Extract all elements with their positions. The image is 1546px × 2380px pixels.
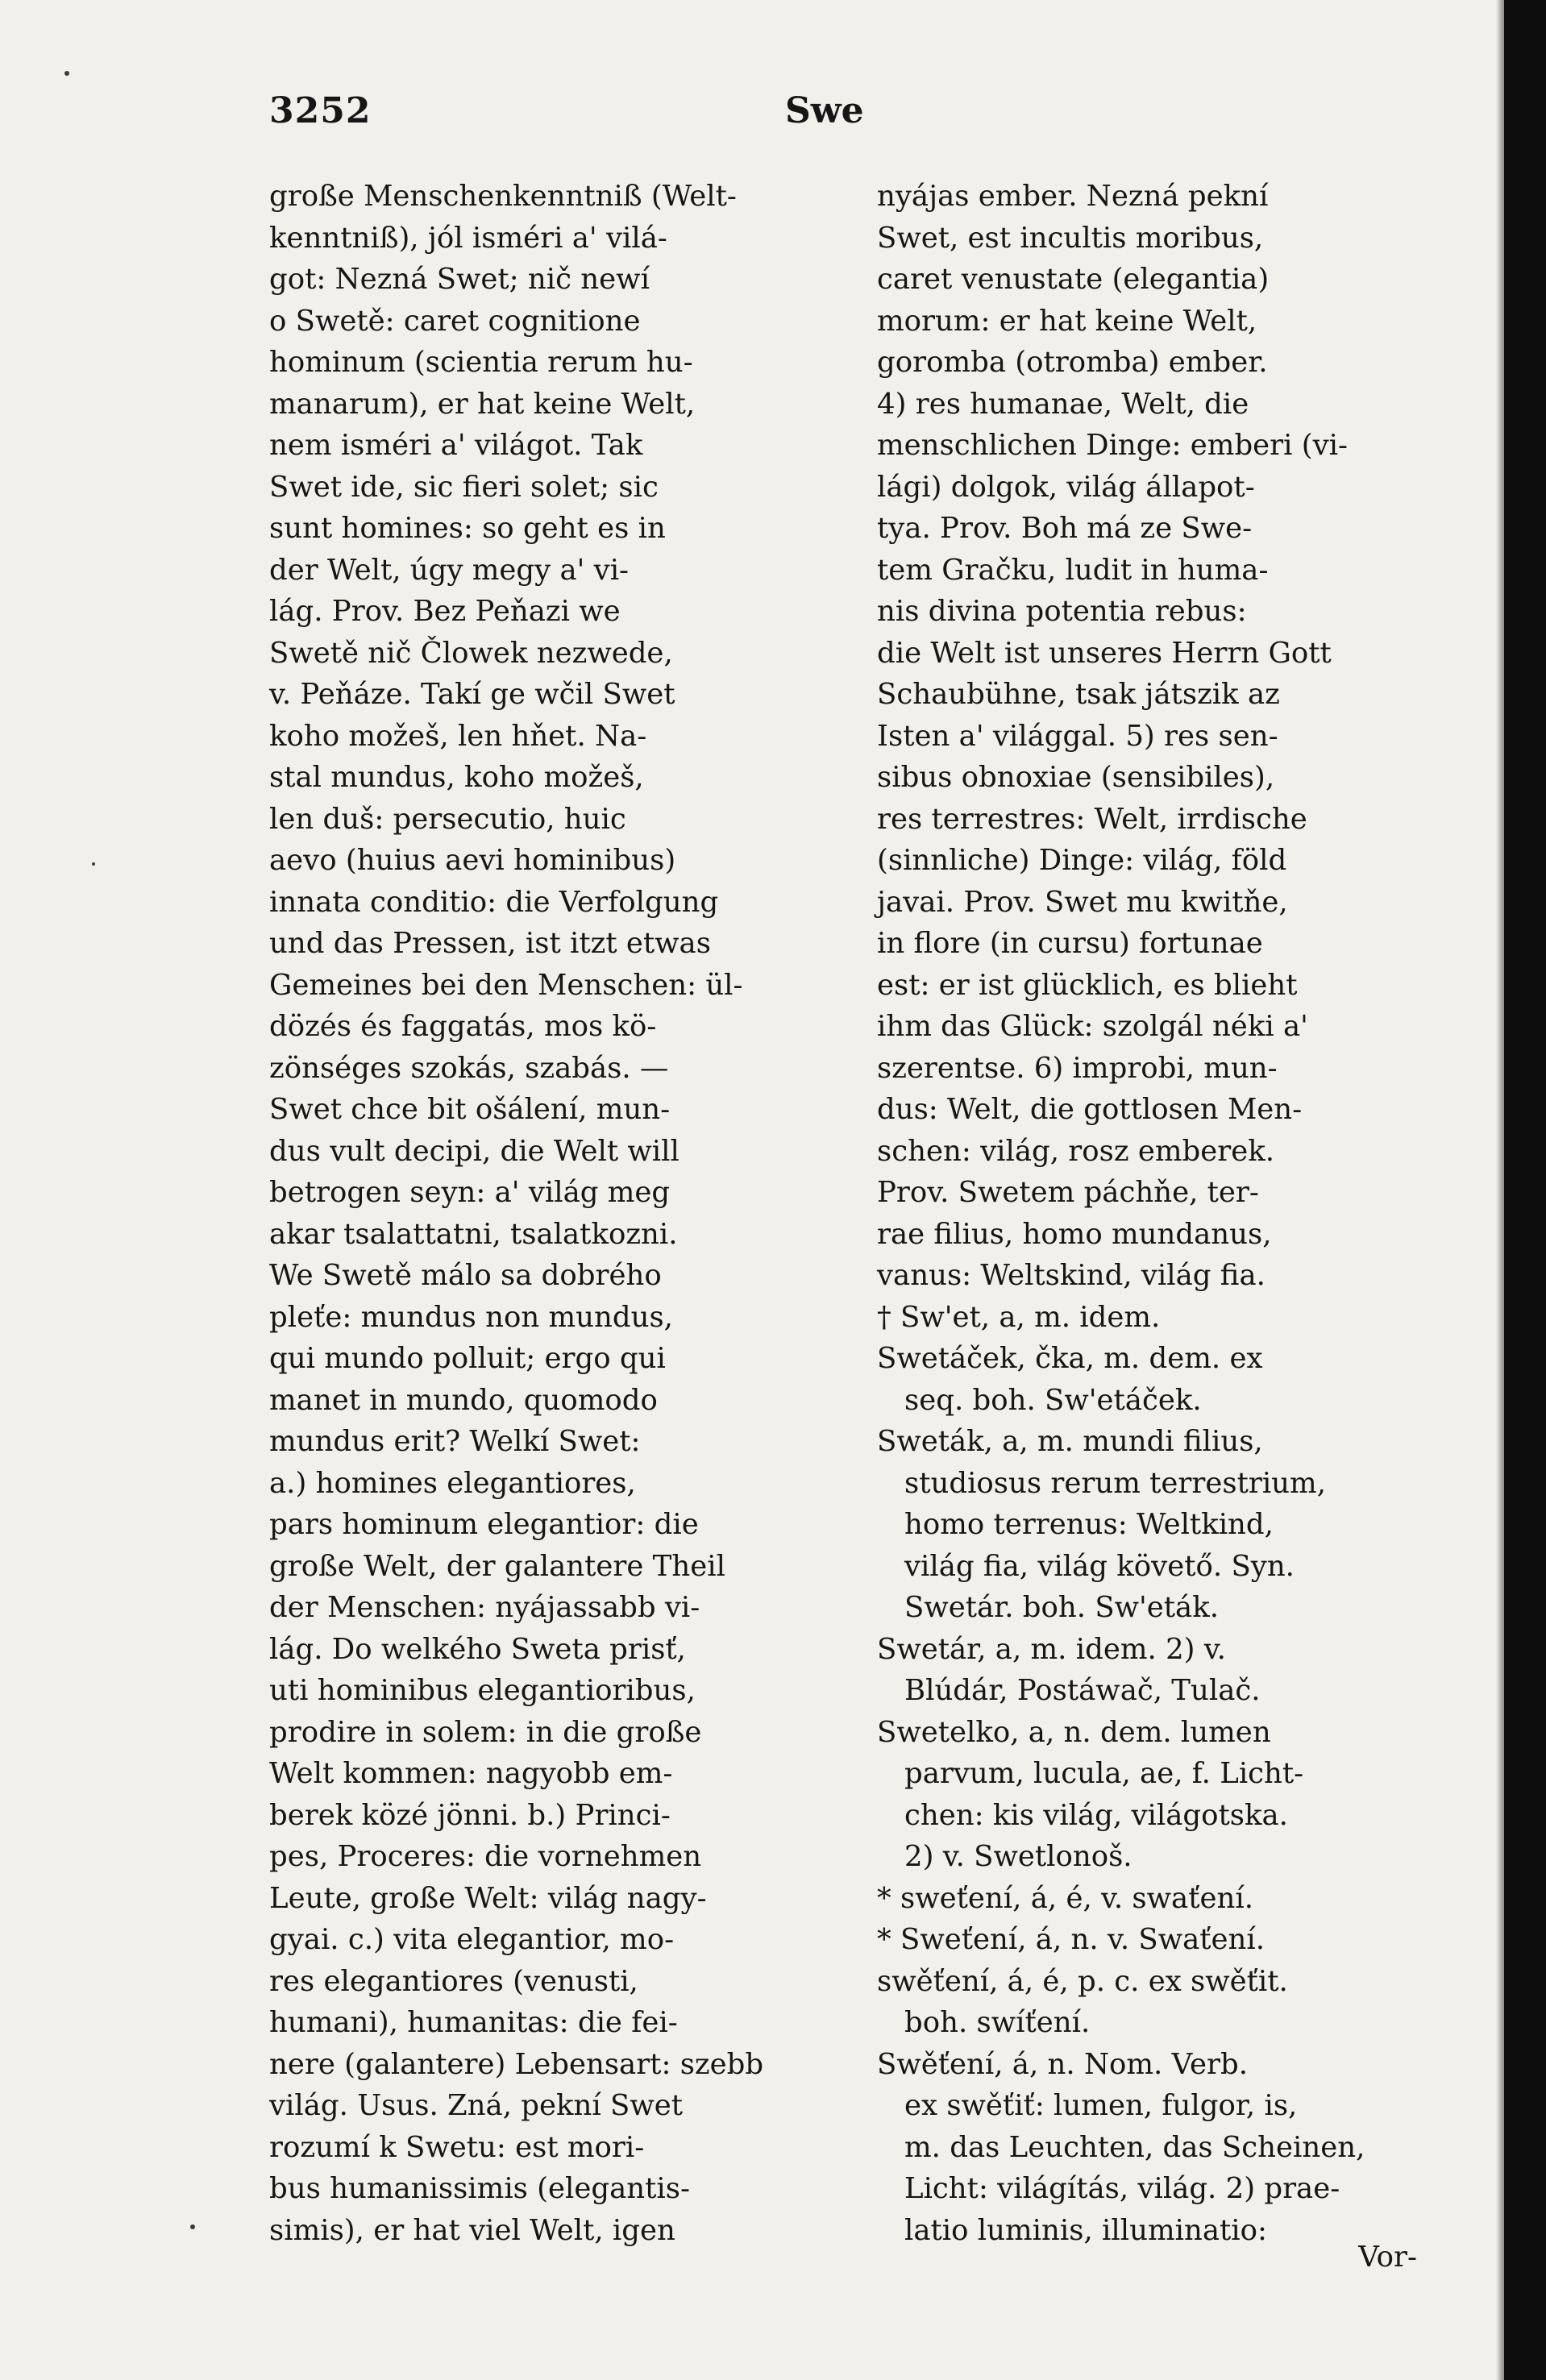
text-line: világ. Usus. Zná, pekní Swet (269, 2089, 683, 2122)
text-line: v. Peňáze. Takí ge wčil Swet (269, 678, 675, 711)
text-line: Swetelko, a, n. dem. lumen (877, 1715, 1271, 1749)
text-line: prodire in solem: in die große (269, 1715, 702, 1749)
text-line: * Sweťení, á, n. v. Swaťení. (877, 1923, 1265, 1956)
text-line: große Menschenkenntniß (Welt- (269, 180, 737, 213)
text-line: goromba (otromba) ember. (877, 346, 1268, 379)
text-line: koho možeš, len hňet. Na- (269, 719, 647, 753)
text-line: simis), er hat viel Welt, igen (269, 2213, 675, 2247)
entry-continuation-line: m. das Leuchten, das Scheinen, (904, 2130, 1365, 2164)
text-line: dus: Welt, die gottlosen Men- (877, 1093, 1303, 1126)
book-spine (1504, 0, 1546, 2380)
text-line: stal mundus, koho možeš, (269, 761, 644, 794)
text-line: zönséges szokás, szabás. — (269, 1051, 669, 1085)
right-column (877, 176, 1425, 2251)
text-line: nem isméri a' világot. Tak (269, 429, 643, 462)
text-line: † Sw'et, a, m. idem. (877, 1300, 1161, 1334)
text-line: Swet, est incultis moribus, (877, 221, 1264, 255)
text-line: dözés és faggatás, mos kö- (269, 1010, 657, 1043)
text-line: sibus obnoxiae (sensibiles), (877, 761, 1275, 794)
text-line: lág. Prov. Bez Peňazi we (269, 595, 621, 628)
left-column (269, 176, 817, 2251)
text-line: manet in mundo, quomodo (269, 1383, 658, 1417)
text-line: schen: világ, rosz emberek. (877, 1134, 1275, 1168)
text-line: Leute, große Welt: világ nagy- (269, 1881, 707, 1915)
entry-continuation-line: seq. boh. Sw'etáček. (904, 1383, 1202, 1417)
page-edge-shadow (1496, 0, 1504, 2380)
text-line: Prov. Swetem páchňe, ter- (877, 1176, 1259, 1209)
entry-continuation-line: Blúdár, Postáwač, Tulač. (904, 1674, 1261, 1707)
entry-continuation-line: 2) v. Swetlonoš. (904, 1840, 1132, 1873)
text-line: nyájas ember. Nezná pekní (877, 180, 1269, 213)
text-line: Swet chce bit ošálení, mun- (269, 1093, 671, 1126)
text-line: menschlichen Dinge: emberi (vi- (877, 429, 1349, 462)
text-line: Welt kommen: nagyobb em- (269, 1757, 673, 1790)
page-number: 3252 (269, 90, 372, 131)
text-line: Swetě nič Člowek nezwede, (269, 636, 673, 670)
text-line: manarum), er hat keine Welt, (269, 387, 696, 421)
text-line: aevo (huius aevi hominibus) (269, 844, 676, 877)
text-line: vanus: Weltskind, világ fia. (877, 1259, 1265, 1292)
entry-continuation-line: ex swěťiť: lumen, fulgor, is, (904, 2089, 1298, 2122)
text-line: große Welt, der galantere Theil (269, 1549, 725, 1583)
text-line: res terrestres: Welt, irrdische (877, 802, 1307, 836)
entry-continuation-line: homo terrenus: Weltkind, (904, 1508, 1274, 1541)
entry-continuation-line: Swetár. boh. Sw'eták. (904, 1591, 1220, 1624)
text-line: Swetáček, čka, m. dem. ex (877, 1342, 1263, 1375)
entry-continuation-line: Licht: világítás, világ. 2) prae- (904, 2172, 1340, 2205)
text-line: nis divina potentia rebus: (877, 595, 1247, 628)
catchword: Vor- (1358, 2241, 1417, 2274)
text-line: got: Nezná Swet; nič newí (269, 263, 650, 296)
text-line: der Welt, úgy megy a' vi- (269, 553, 630, 587)
page-header (269, 90, 1425, 147)
text-line: pes, Proceres: die vornehmen (269, 1840, 702, 1873)
text-line: a.) homines elegantiores, (269, 1466, 636, 1500)
text-line: betrogen seyn: a' világ meg (269, 1176, 671, 1209)
text-line: morum: er hat keine Welt, (877, 304, 1257, 338)
entry-continuation-line: parvum, lucula, ae, f. Licht- (904, 1757, 1304, 1790)
text-line: 4) res humanae, Welt, die (877, 387, 1249, 421)
text-line: dus vult decipi, die Welt will (269, 1134, 679, 1168)
text-line: humani), humanitas: die fei- (269, 2006, 678, 2039)
text-line: javai. Prov. Swet mu kwitňe, (877, 885, 1288, 919)
entry-continuation-line: világ fia, világ követő. Syn. (904, 1549, 1295, 1583)
text-line: est: er ist glücklich, es blieht (877, 968, 1298, 1002)
text-line: swěťení, á, é, p. c. ex swěťit. (877, 1964, 1288, 1998)
text-line: * sweťení, á, é, v. swaťení. (877, 1881, 1253, 1915)
text-line: in flore (in cursu) fortunae (877, 927, 1263, 960)
text-line: len duš: persecutio, huic (269, 802, 626, 836)
entry-continuation-line: latio luminis, illuminatio: (904, 2213, 1267, 2247)
text-line: lági) dolgok, világ állapot- (877, 470, 1255, 504)
text-line: Swěťení, á, n. Nom. Verb. (877, 2047, 1248, 2081)
text-line: lág. Do welkého Sweta prisť, (269, 1632, 686, 1666)
text-line: der Menschen: nyájassabb vi- (269, 1591, 700, 1624)
text-line: tya. Prov. Boh má ze Swe- (877, 512, 1253, 545)
entry-continuation-line: studiosus rerum terrestrium, (904, 1466, 1326, 1500)
entry-continuation-line: chen: kis világ, világotska. (904, 1798, 1288, 1832)
text-line: szerentse. 6) improbi, mun- (877, 1051, 1278, 1085)
text-line: nere (galantere) Lebensart: szebb (269, 2047, 764, 2081)
text-line: die Welt ist unseres Herrn Gott (877, 636, 1332, 670)
text-line: Gemeines bei den Menschen: ül- (269, 968, 743, 1002)
entry-continuation-line: boh. swíťení. (904, 2006, 1091, 2039)
text-line: Schaubühne, tsak játszik az (877, 678, 1280, 711)
text-line: hominum (scientia rerum hu- (269, 346, 693, 379)
text-line: rae filius, homo mundanus, (877, 1217, 1272, 1251)
text-line: uti hominibus elegantioribus, (269, 1674, 696, 1707)
text-line: innata conditio: die Verfolgung (269, 885, 719, 919)
page-speck (92, 862, 95, 866)
text-line: (sinnliche) Dinge: világ, föld (877, 844, 1287, 877)
text-line: Isten a' világgal. 5) res sen- (877, 719, 1278, 753)
text-line: o Swetě: caret cognitione (269, 304, 641, 338)
text-line: tem Gračku, ludit in huma- (877, 553, 1269, 587)
catchword-row (877, 2237, 1425, 2278)
page-speck (190, 2224, 195, 2229)
page-speck (64, 71, 69, 76)
text-line: We Swetě málo sa dobrého (269, 1259, 662, 1292)
text-line: akar tsalattatni, tsalatkozni. (269, 1217, 678, 1251)
text-line: und das Pressen, ist itzt etwas (269, 927, 711, 960)
text-line: qui mundo polluit; ergo qui (269, 1342, 666, 1375)
text-line: sunt homines: so geht es in (269, 512, 666, 545)
text-line: rozumí k Swetu: est mori- (269, 2130, 645, 2164)
text-line: bus humanissimis (elegantis- (269, 2172, 690, 2205)
text-line: mundus erit? Welkí Swet: (269, 1425, 641, 1458)
text-line: Swet ide, sic fieri solet; sic (269, 470, 659, 504)
text-line: kenntniß), jól isméri a' vilá- (269, 221, 667, 255)
text-line: caret venustate (elegantia) (877, 263, 1270, 296)
text-line: pleťe: mundus non mundus, (269, 1300, 673, 1334)
text-line: pars hominum elegantior: die (269, 1508, 699, 1541)
text-line: gyai. c.) vita elegantior, mo- (269, 1923, 675, 1956)
running-head: Swe (785, 90, 864, 131)
text-line: berek közé jönni. b.) Princi- (269, 1798, 671, 1832)
text-line: ihm das Glück: szolgál néki a' (877, 1010, 1308, 1043)
text-line: Swetár, a, m. idem. 2) v. (877, 1632, 1226, 1666)
text-line: res elegantiores (venusti, (269, 1964, 638, 1998)
text-line: Sweták, a, m. mundi filius, (877, 1425, 1263, 1458)
